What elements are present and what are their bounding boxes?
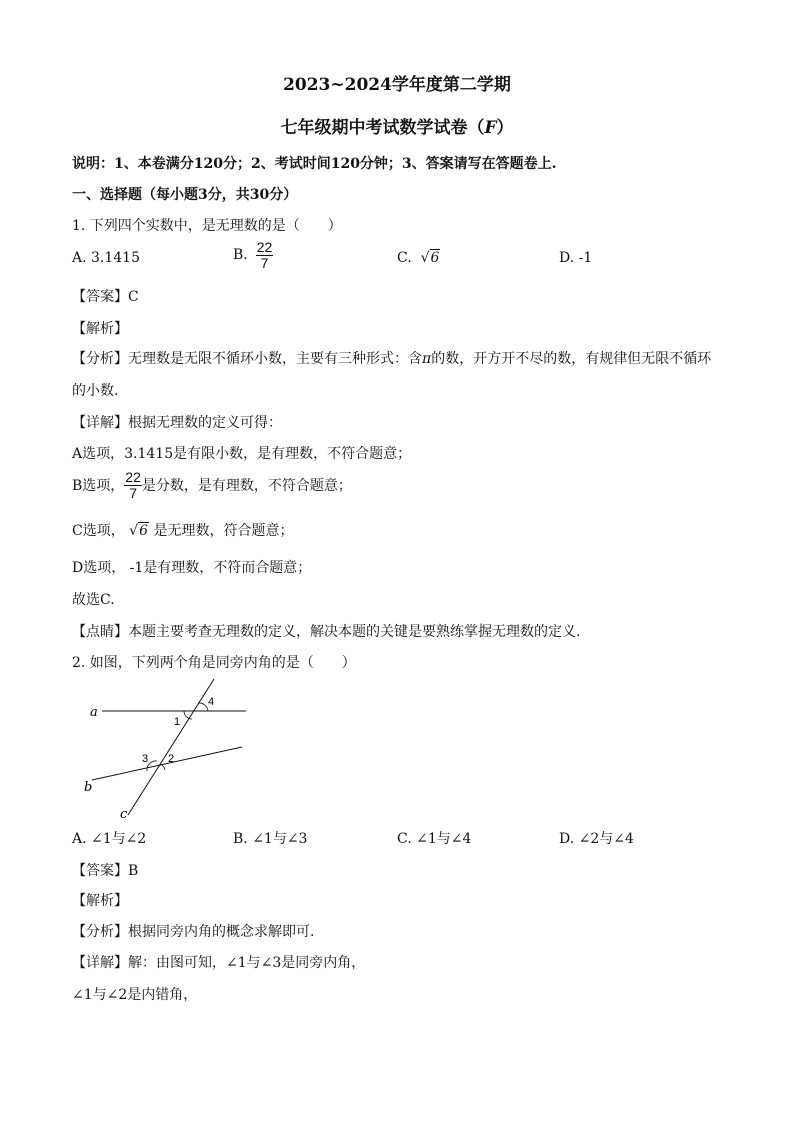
q2-answer: 【答案】B [72, 863, 139, 879]
q1-detail-d: D选项， -1是有理数，不符而合题意； [72, 560, 312, 576]
q2-option-c: C. ∠1与∠4 [397, 831, 472, 847]
section-choice-heading: 一、选择题（每小题3分，共30分） [72, 187, 298, 203]
q1-option-d: D. -1 [559, 250, 593, 266]
q1-comment: 【点睛】本题主要考查无理数的定义，解决本题的关键是要熟练掌握无理数的定义. [72, 624, 581, 640]
q1-detail-b [72, 470, 352, 500]
q1-detail-c-pre: C选项， [72, 523, 125, 539]
q1-stem: 1. 下列四个实数中，是无理数的是（ ） [72, 218, 342, 234]
q1-option-b-label: B. [233, 247, 248, 264]
exam-title-end: ） [496, 118, 514, 138]
q1-option-b [233, 240, 273, 270]
exam-year-title: 2023~2024学年度第二学期 [283, 75, 511, 95]
fraction-numerator: 22 [256, 239, 273, 255]
q1-option-c [397, 250, 440, 266]
label-angle-3: 3 [142, 753, 149, 765]
q1-option-a: A. 3.1415 [72, 250, 140, 266]
q1-option-c-label: C. [397, 250, 412, 266]
q1-detail-heading: 【详解】根据无理数的定义可得： [72, 415, 282, 431]
fraction-denominator: 7 [260, 254, 269, 271]
q2-detail-2: ∠1与∠2是内错角， [72, 987, 198, 1003]
label-angle-2: 2 [168, 753, 175, 765]
line-c [128, 679, 214, 815]
exam-title-var: F [484, 118, 497, 138]
label-angle-4: 4 [208, 696, 215, 708]
exam-title-text: 七年级期中考试数学试卷（ [280, 118, 485, 138]
q1-conclusion: 故选C. [72, 592, 115, 608]
q1-analysis-line2: 的小数. [72, 383, 119, 399]
q2-stem: 2. 如图，下列两个角是同旁内角的是（ ） [72, 655, 356, 671]
radicand: 6 [430, 250, 440, 266]
q2-option-d: D. ∠2与∠4 [559, 831, 634, 847]
exam-title [0, 113, 794, 138]
q1-option-b-fraction [256, 240, 274, 270]
q2-option-b: B. ∠1与∠3 [233, 831, 308, 847]
q1-analysis-text-2: 的数，开方开不尽的数，有规律但无限不循环 [431, 351, 712, 367]
label-angle-1: 1 [174, 716, 181, 728]
q2-analysis-heading: 【解析】 [72, 893, 128, 909]
line-b [92, 747, 242, 780]
q1-detail-b-pre: B选项， [72, 478, 125, 495]
q1-detail-a: A选项，3.1415是有限小数，是有理数，不符合题意； [72, 446, 412, 462]
sqrt-icon: √6 [416, 250, 440, 266]
instructions: 说明：1、本卷满分120分；2、考试时间120分钟；3、答案请写在答题卷上. [72, 156, 557, 172]
q1-answer: 【答案】C [72, 289, 139, 305]
angle-4-arc [198, 703, 208, 711]
label-c: c [120, 807, 128, 822]
fraction-denominator: 7 [129, 484, 137, 501]
q1-analysis-text-1: 【分析】无理数是无限不循环小数，主要有三种形式：含 [72, 351, 422, 367]
pi-symbol: π [422, 351, 432, 367]
q1-analysis-line1 [72, 348, 711, 368]
sqrt-icon: √6 [129, 523, 149, 539]
label-a: a [90, 705, 98, 720]
radicand: 6 [139, 523, 149, 539]
q2-analysis: 【分析】根据同旁内角的概念求解即可. [72, 924, 315, 940]
q1-detail-c-post: 是无理数，符合题意； [153, 523, 294, 539]
q1-analysis-heading: 【解析】 [72, 321, 128, 337]
q1-detail-b-fraction [124, 470, 142, 500]
q2-option-a: A. ∠1与∠2 [72, 831, 147, 847]
q1-detail-b-post: 是分数，是有理数，不符合题意； [141, 478, 352, 495]
q2-figure [80, 675, 260, 825]
q1-detail-c [72, 520, 293, 540]
q2-detail: 【详解】解：由图可知，∠1与∠3是同旁内角， [72, 955, 366, 971]
label-b: b [84, 780, 93, 795]
fraction-numerator: 22 [125, 469, 141, 485]
